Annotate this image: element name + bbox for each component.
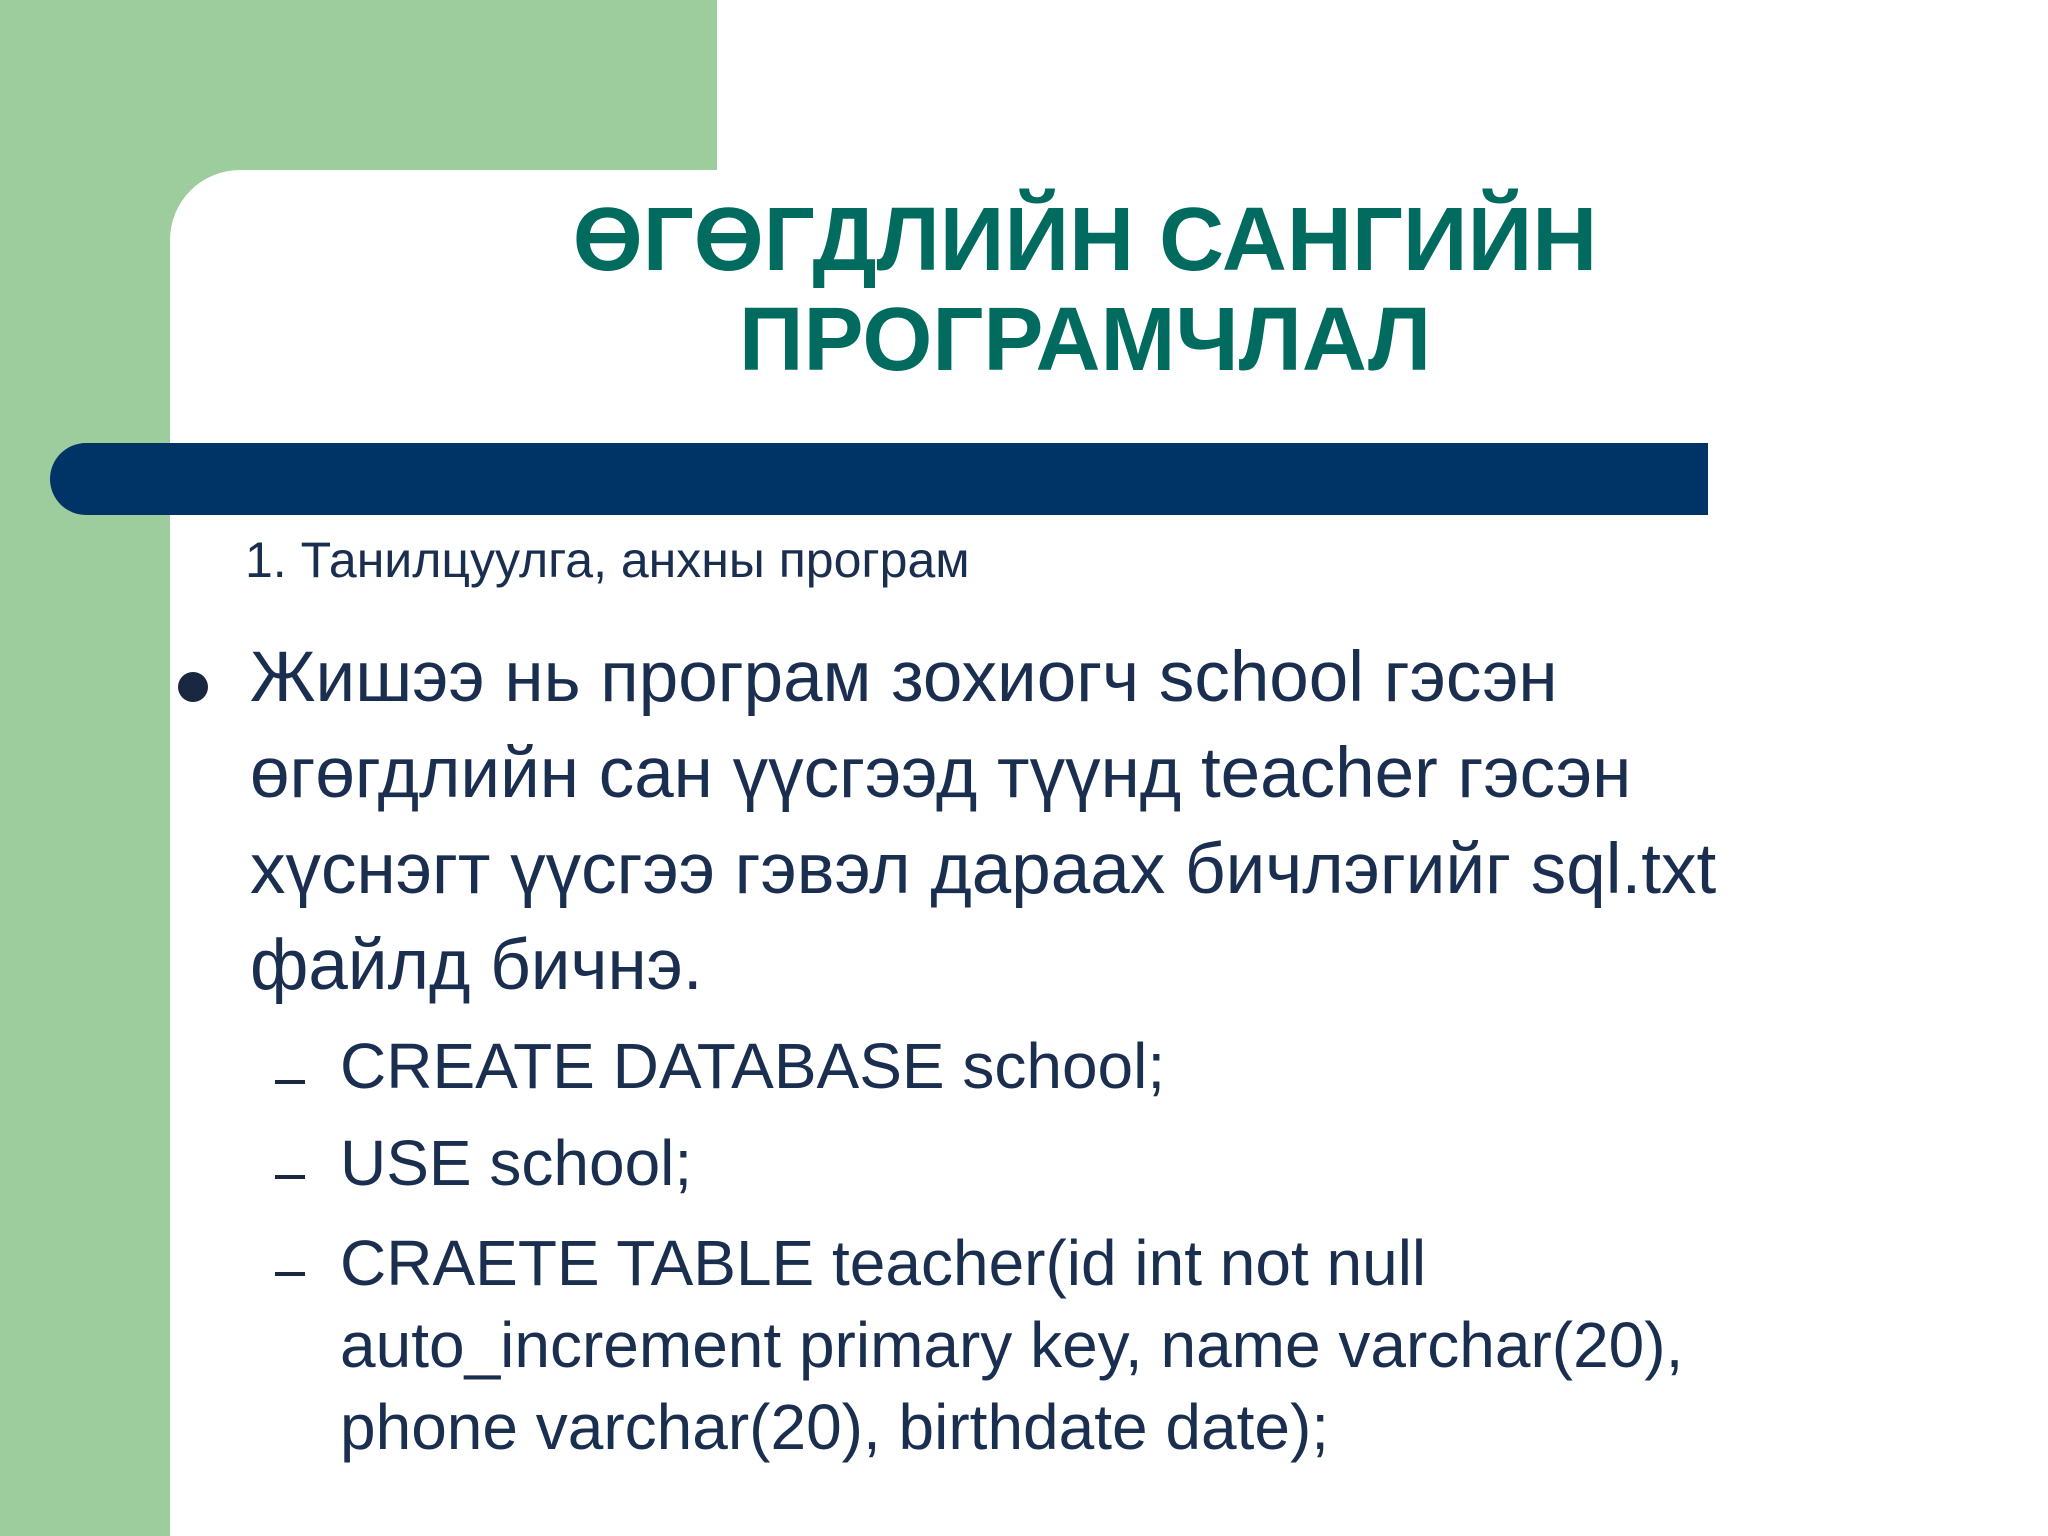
slide-title-line-2: ПРОГРАМЧЛАЛ bbox=[738, 290, 1432, 390]
sub-item-create-table bbox=[340, 1222, 1683, 1468]
title-divider-bar bbox=[50, 443, 1708, 515]
bullet-line-2: өгөгдлийн сан үүсгээд түүнд teacher гэсэн bbox=[250, 734, 1632, 813]
sub-item-line: USE school; bbox=[340, 1127, 693, 1199]
bullet-line-3: хүснэгт үүсгээ гэвэл дараах бичлэгийг sql.txt bbox=[250, 830, 1717, 909]
main-bullet-text bbox=[250, 630, 1950, 1014]
sub-item-create-database bbox=[340, 1025, 1165, 1107]
bullet-dot-icon bbox=[178, 672, 208, 702]
sub-item-line: auto_increment primary key, name varchar(20), bbox=[340, 1309, 1684, 1381]
sub-item-use-school bbox=[340, 1122, 692, 1204]
sub-item-line: CREATE DATABASE school; bbox=[340, 1030, 1166, 1102]
sub-item-line: phone varchar(20), birthdate date); bbox=[340, 1391, 1330, 1463]
dash-icon-3 bbox=[275, 1272, 305, 1276]
slide-title bbox=[270, 190, 1900, 390]
sub-item-line: CRAETE TABLE teacher(id int not null bbox=[340, 1227, 1427, 1299]
dash-icon-2 bbox=[275, 1175, 305, 1179]
dash-icon-1 bbox=[275, 1080, 305, 1084]
bullet-line-4: файлд бичнэ. bbox=[250, 926, 703, 1005]
slide-subtitle: 1. Танилцуулга, анхны програм bbox=[245, 532, 970, 588]
slide-title-line-1: ӨГӨГДЛИЙН САНГИЙН bbox=[572, 190, 1598, 290]
bullet-line-1: Жишээ нь програм зохиогч school гэсэн bbox=[250, 638, 1558, 717]
